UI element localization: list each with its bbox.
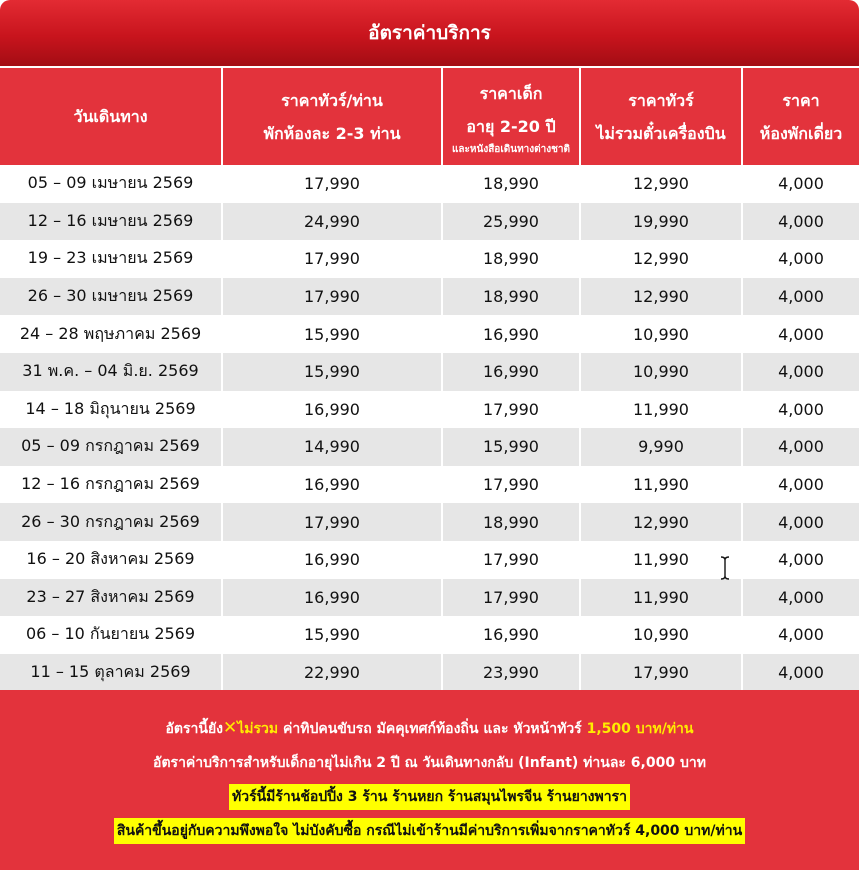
cell-single-room: 4,000 — [742, 579, 859, 617]
cell-date: 11 – 15 ตุลาคม 2569 — [0, 654, 222, 692]
cell-child-price: 16,990 — [442, 315, 580, 353]
note-tips: อัตรานี้ยัง✕ไม่รวม ค่าทิปคนขับรถ มัคคุเทศก์ท้องถิ่น และ หัวหน้าทัวร์ 1,500 บาท/ท่าน — [165, 718, 694, 738]
cell-single-room: 4,000 — [742, 391, 859, 429]
cell-tour-price: 16,990 — [222, 541, 442, 579]
cell-tour-price: 15,990 — [222, 353, 442, 391]
cell-child-price: 17,990 — [442, 579, 580, 617]
cell-no-flight-price: 11,990 — [580, 391, 742, 429]
rates-table — [0, 66, 859, 691]
cell-single-room: 4,000 — [742, 616, 859, 654]
cell-tour-price: 17,990 — [222, 503, 442, 541]
x-mark-icon: ✕ — [223, 718, 238, 738]
note-infant: อัตราค่าบริการสำหรับเด็กอายุไม่เกิน 2 ปี ณ วันเดินทางกลับ (Infant) ท่านละ 6,000 บาท — [153, 755, 706, 771]
table-row — [0, 353, 859, 391]
cell-child-price: 18,990 — [442, 278, 580, 316]
cell-tour-price: 16,990 — [222, 466, 442, 504]
cell-child-price: 15,990 — [442, 428, 580, 466]
cell-date: 06 – 10 กันยายน 2569 — [0, 616, 222, 654]
table-row — [0, 616, 859, 654]
cell-date: 05 – 09 กรกฎาคม 2569 — [0, 428, 222, 466]
cell-no-flight-price: 17,990 — [580, 654, 742, 692]
cell-date: 26 – 30 กรกฎาคม 2569 — [0, 503, 222, 541]
text-cursor-icon — [720, 556, 730, 580]
header-travel-date: วันเดินทาง — [0, 67, 222, 165]
cell-child-price: 25,990 — [442, 203, 580, 241]
cell-tour-price: 14,990 — [222, 428, 442, 466]
header-tour-price: ราคาทัวร์/ท่าน พักห้องละ 2-3 ท่าน — [222, 67, 442, 165]
cell-single-room: 4,000 — [742, 240, 859, 278]
header-no-flight-price: ราคาทัวร์ ไม่รวมตั๋วเครื่องบิน — [580, 67, 742, 165]
table-row — [0, 579, 859, 617]
header-child-price: ราคาเด็ก อายุ 2-20 ปี และหนังสือเดินทางต่างชาติ — [442, 67, 580, 165]
cell-child-price: 17,990 — [442, 541, 580, 579]
cell-no-flight-price: 11,990 — [580, 541, 742, 579]
table-title: อัตราค่าบริการ — [0, 0, 859, 66]
cell-single-room: 4,000 — [742, 428, 859, 466]
table-row — [0, 503, 859, 541]
cell-child-price: 16,990 — [442, 616, 580, 654]
cell-no-flight-price: 12,990 — [580, 503, 742, 541]
notes-section — [0, 690, 859, 870]
cell-tour-price: 24,990 — [222, 203, 442, 241]
cell-date: 19 – 23 เมษายน 2569 — [0, 240, 222, 278]
cell-child-price: 17,990 — [442, 466, 580, 504]
cell-date: 26 – 30 เมษายน 2569 — [0, 278, 222, 316]
cell-no-flight-price: 19,990 — [580, 203, 742, 241]
cell-child-price: 18,990 — [442, 165, 580, 203]
cell-date: 05 – 09 เมษายน 2569 — [0, 165, 222, 203]
cell-single-room: 4,000 — [742, 541, 859, 579]
cell-tour-price: 15,990 — [222, 616, 442, 654]
header-row — [0, 67, 859, 165]
table-row — [0, 391, 859, 429]
cell-tour-price: 17,990 — [222, 240, 442, 278]
cell-no-flight-price: 10,990 — [580, 616, 742, 654]
table-row — [0, 240, 859, 278]
cell-tour-price: 17,990 — [222, 278, 442, 316]
cell-child-price: 17,990 — [442, 391, 580, 429]
cell-single-room: 4,000 — [742, 315, 859, 353]
cell-no-flight-price: 9,990 — [580, 428, 742, 466]
note-shopping: ทัวร์นี้มีร้านช้อปปิ้ง 3 ร้าน ร้านหยก ร้านสมุนไพรจีน ร้านยางพารา — [229, 784, 630, 810]
header-single-room: ราคา ห้องพักเดี่ยว — [742, 67, 859, 165]
table-row — [0, 278, 859, 316]
table-row — [0, 654, 859, 692]
cell-date: 23 – 27 สิงหาคม 2569 — [0, 579, 222, 617]
cell-date: 12 – 16 เมษายน 2569 — [0, 203, 222, 241]
cell-no-flight-price: 10,990 — [580, 353, 742, 391]
table-row — [0, 315, 859, 353]
cell-date: 12 – 16 กรกฎาคม 2569 — [0, 466, 222, 504]
table-row — [0, 466, 859, 504]
cell-single-room: 4,000 — [742, 654, 859, 692]
table-row — [0, 428, 859, 466]
cell-single-room: 4,000 — [742, 203, 859, 241]
cell-no-flight-price: 11,990 — [580, 466, 742, 504]
cell-single-room: 4,000 — [742, 278, 859, 316]
cell-tour-price: 15,990 — [222, 315, 442, 353]
cell-child-price: 16,990 — [442, 353, 580, 391]
note-shopping-fee: สินค้าขึ้นอยู่กับความพึงพอใจ ไม่บังคับซื้อ กรณีไม่เข้าร้านมีค่าบริการเพิ่มจากราคาทัวร์ 4,000 บาท/ท่าน — [114, 818, 745, 844]
cell-child-price: 18,990 — [442, 240, 580, 278]
cell-no-flight-price: 12,990 — [580, 240, 742, 278]
cell-single-room: 4,000 — [742, 503, 859, 541]
cell-single-room: 4,000 — [742, 353, 859, 391]
table-row — [0, 541, 859, 579]
cell-single-room: 4,000 — [742, 165, 859, 203]
table-row — [0, 203, 859, 241]
cell-child-price: 18,990 — [442, 503, 580, 541]
cell-no-flight-price: 12,990 — [580, 278, 742, 316]
cell-tour-price: 17,990 — [222, 165, 442, 203]
cell-no-flight-price: 11,990 — [580, 579, 742, 617]
cell-tour-price: 22,990 — [222, 654, 442, 692]
cell-tour-price: 16,990 — [222, 391, 442, 429]
cell-no-flight-price: 10,990 — [580, 315, 742, 353]
cell-date: 16 – 20 สิงหาคม 2569 — [0, 541, 222, 579]
cell-tour-price: 16,990 — [222, 579, 442, 617]
table-row — [0, 165, 859, 203]
cell-date: 14 – 18 มิถุนายน 2569 — [0, 391, 222, 429]
cell-date: 31 พ.ค. – 04 มิ.ย. 2569 — [0, 353, 222, 391]
cell-single-room: 4,000 — [742, 466, 859, 504]
cell-date: 24 – 28 พฤษภาคม 2569 — [0, 315, 222, 353]
cell-child-price: 23,990 — [442, 654, 580, 692]
cell-no-flight-price: 12,990 — [580, 165, 742, 203]
